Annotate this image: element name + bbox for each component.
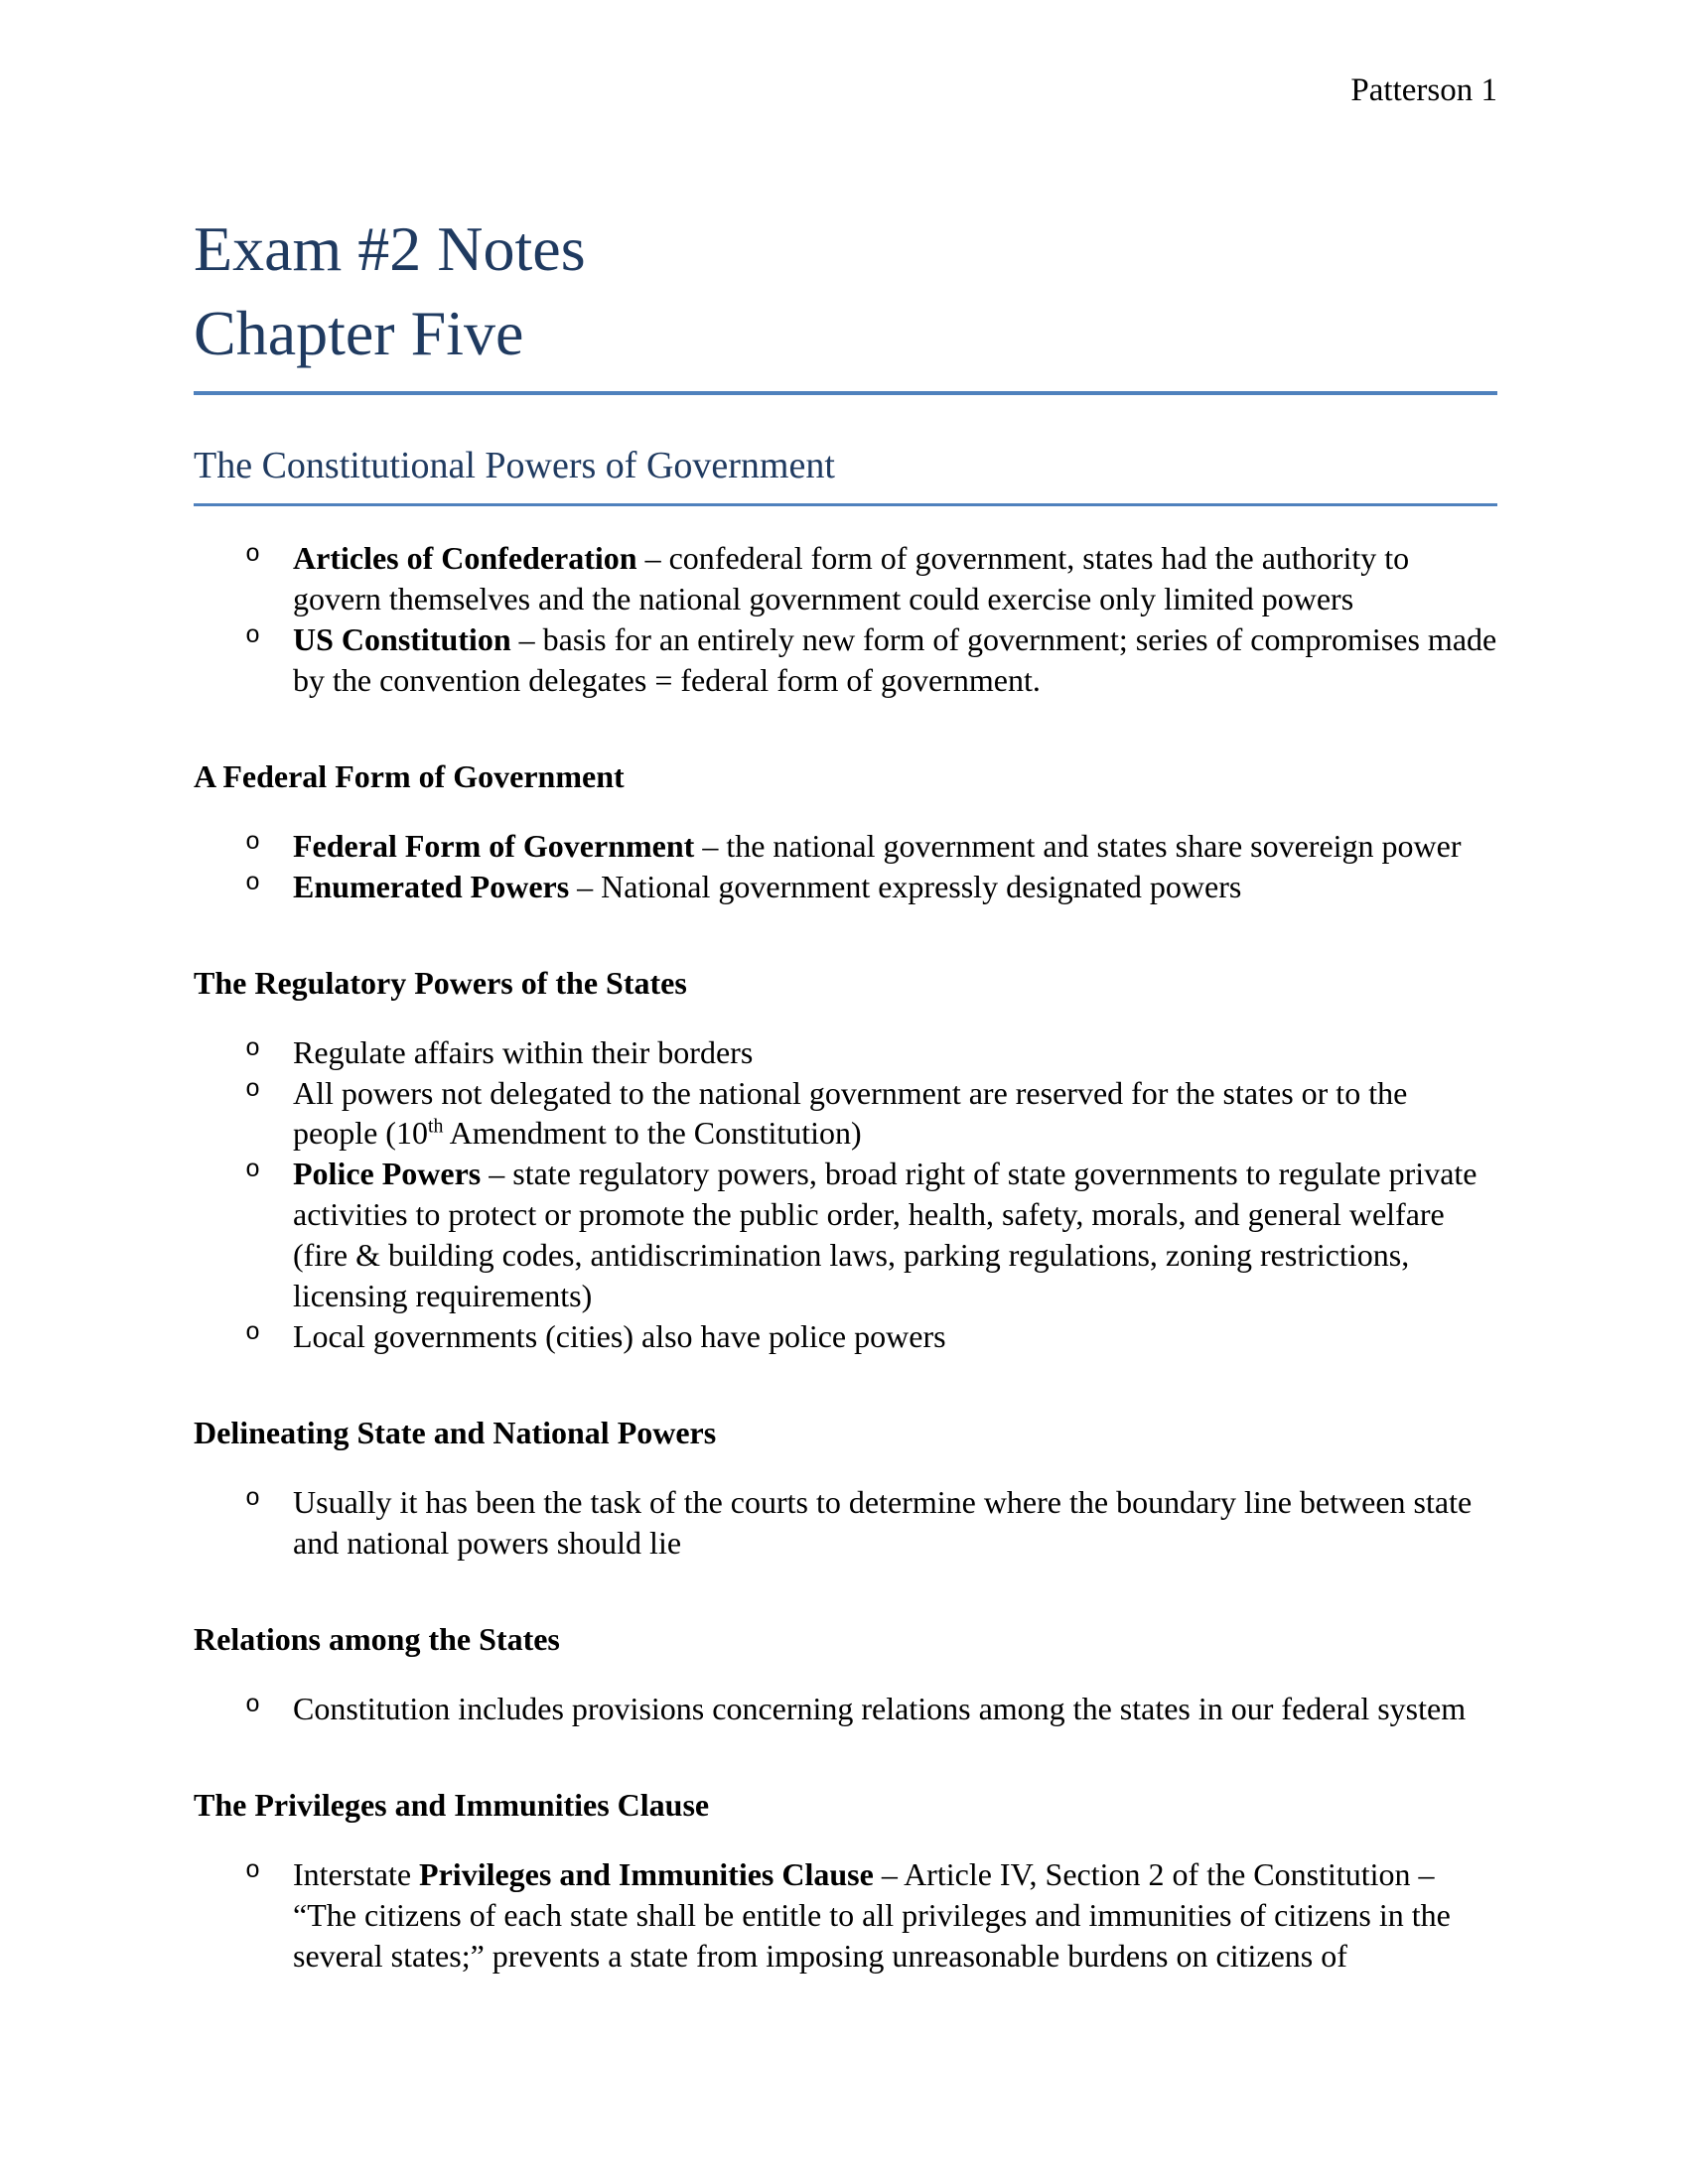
bullet-term: Police Powers: [293, 1156, 482, 1192]
bullet-marker-icon: o: [245, 1074, 261, 1104]
bullet-text: – National government expressly designated powers: [569, 868, 1242, 904]
document-sections: [194, 538, 1497, 1977]
bullet-item: [194, 1854, 1497, 1977]
bullet-marker-icon: o: [245, 1156, 261, 1185]
page-header-text: Patterson 1: [1350, 72, 1497, 108]
bullet-text: th: [427, 1115, 444, 1138]
bullet-text: – basis for an entirely new form of government; series of compromises made by the convention delegates = federal form of government.: [293, 620, 1497, 698]
bullet-item: [194, 538, 1497, 619]
bullet-term: Articles of Confederation: [293, 539, 637, 576]
section-heading: Relations among the States: [194, 1621, 560, 1658]
bullet-text: Constitution includes provisions concerning relations among the states in our federal system: [293, 1691, 1467, 1727]
section-heading: The Regulatory Powers of the States: [194, 964, 687, 1001]
bullet-marker-icon: o: [245, 1691, 261, 1720]
bullet-text: Local governments (cities) also have police powers: [293, 1318, 946, 1355]
bullet-item: [194, 867, 1497, 907]
bullet-list: [194, 1689, 1497, 1729]
bullet-text: – state regulatory powers, broad right of state governments to regulate private activities to protect or promote the public order, health, safety, morals, and general welfare (fire & building codes, antidiscrimination laws, parking regulations, zoning restrictions, licensing requirements): [293, 1156, 1477, 1314]
bullet-term: Privileges and Immunities Clause: [419, 1856, 874, 1893]
bullet-item: [194, 1689, 1497, 1729]
section-heading: The Privileges and Immunities Clause: [194, 1787, 710, 1824]
bullet-text: Amendment to the Constitution): [443, 1115, 862, 1152]
bullet-marker-icon: o: [245, 1318, 261, 1348]
bullet-term: US Constitution: [293, 620, 511, 657]
section-heading: A Federal Form of Government: [194, 757, 625, 794]
bullet-list: [194, 1482, 1497, 1564]
bullet-term: Federal Form of Government: [293, 827, 695, 864]
bullet-item: [194, 826, 1497, 867]
bullet-marker-icon: o: [245, 1033, 261, 1063]
bullet-list: [194, 538, 1497, 701]
document-title: [194, 206, 1497, 395]
bullet-term: Enumerated Powers: [293, 868, 570, 904]
bullet-marker-icon: o: [245, 539, 261, 569]
bullet-text: All powers not delegated to the national government are reserved for the states or to the people (10: [293, 1074, 1408, 1152]
bullet-text: – confederal form of government, states had the authority to govern themselves and the national government could exercise only limited powers: [293, 539, 1410, 616]
bullet-list: [194, 1032, 1497, 1358]
bullet-text: Interstate: [293, 1856, 420, 1893]
bullet-marker-icon: o: [245, 868, 261, 897]
bullet-text: Regulate affairs within their borders: [293, 1033, 754, 1070]
bullet-marker-icon: o: [245, 1856, 261, 1886]
bullet-text: Usually it has been the task of the courts to determine where the boundary line between state and national powers should lie: [293, 1484, 1473, 1562]
document-title-line-1: Exam #2 Notes: [194, 212, 586, 284]
bullet-list: [194, 826, 1497, 907]
document-title-line-2: Chapter Five: [194, 297, 524, 368]
bullet-item: [194, 1316, 1497, 1357]
bullet-text: – Article IV, Section 2 of the Constitution – “The citizens of each state shall be entitle to all privileges and immunities of citizens in the several states;” prevents a state from imposing unreasonable burdens on citizens of: [293, 1856, 1451, 1974]
bullet-item: [194, 1154, 1497, 1316]
bullet-item: [194, 619, 1497, 701]
section-heading: Delineating State and National Powers: [194, 1415, 717, 1451]
section-title: The Constitutional Powers of Government: [194, 443, 1497, 507]
bullet-marker-icon: o: [245, 1484, 261, 1514]
bullet-item: [194, 1073, 1497, 1155]
bullet-list: [194, 1854, 1497, 1977]
bullet-marker-icon: o: [245, 620, 261, 650]
bullet-item: [194, 1032, 1497, 1073]
bullet-marker-icon: o: [245, 827, 261, 857]
bullet-item: [194, 1482, 1497, 1564]
bullet-text: – the national government and states share sovereign power: [694, 827, 1462, 864]
page-header: [194, 71, 1497, 111]
